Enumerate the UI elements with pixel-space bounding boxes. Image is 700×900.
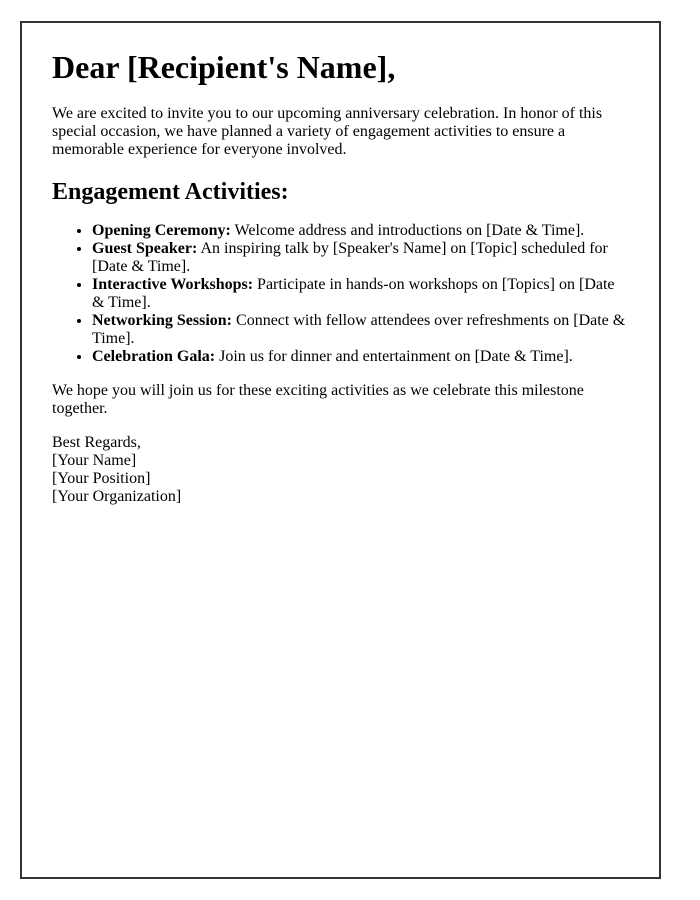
- activity-label: Celebration Gala:: [92, 348, 216, 365]
- activity-text: An inspiring talk by [Speaker's Name] on [Topic] scheduled for [Date & Time].: [92, 240, 608, 275]
- salutation-heading: Dear [Recipient's Name],: [52, 49, 396, 85]
- signature-organization: [Your Organization]: [52, 488, 182, 505]
- activity-text: Join us for dinner and entertainment on [Date & Time].: [219, 348, 573, 365]
- activity-item: [92, 240, 629, 276]
- activity-text: Participate in hands-on workshops on [Topics] on [Date & Time].: [92, 276, 615, 311]
- activity-item: [92, 276, 629, 312]
- activity-item: [92, 222, 629, 240]
- intro-paragraph: We are excited to invite you to our upcoming anniversary celebration. In honor of this special occasion, we have planned a variety of engagement activities to ensure a memorable experience for everyone involved.: [52, 105, 603, 158]
- activity-label: Interactive Workshops:: [92, 276, 254, 293]
- signature-name: [Your Name]: [52, 452, 137, 469]
- activity-label: Guest Speaker:: [92, 240, 198, 257]
- activity-label: Opening Ceremony:: [92, 222, 231, 239]
- signature-position: [Your Position]: [52, 470, 151, 487]
- signature-block: [52, 434, 629, 506]
- activities-list: [52, 222, 629, 366]
- activity-text: Welcome address and introductions on [Date & Time].: [234, 222, 585, 239]
- section-heading: Engagement Activities:: [52, 179, 289, 205]
- activity-item: [92, 348, 629, 366]
- activity-text: Connect with fellow attendees over refreshments on [Date & Time].: [92, 312, 626, 347]
- letter-document: [20, 21, 661, 879]
- closing-paragraph: We hope you will join us for these exciting activities as we celebrate this milestone together.: [52, 382, 584, 417]
- activity-label: Networking Session:: [92, 312, 233, 329]
- signoff-line: Best Regards,: [52, 434, 141, 451]
- activity-item: [92, 312, 629, 348]
